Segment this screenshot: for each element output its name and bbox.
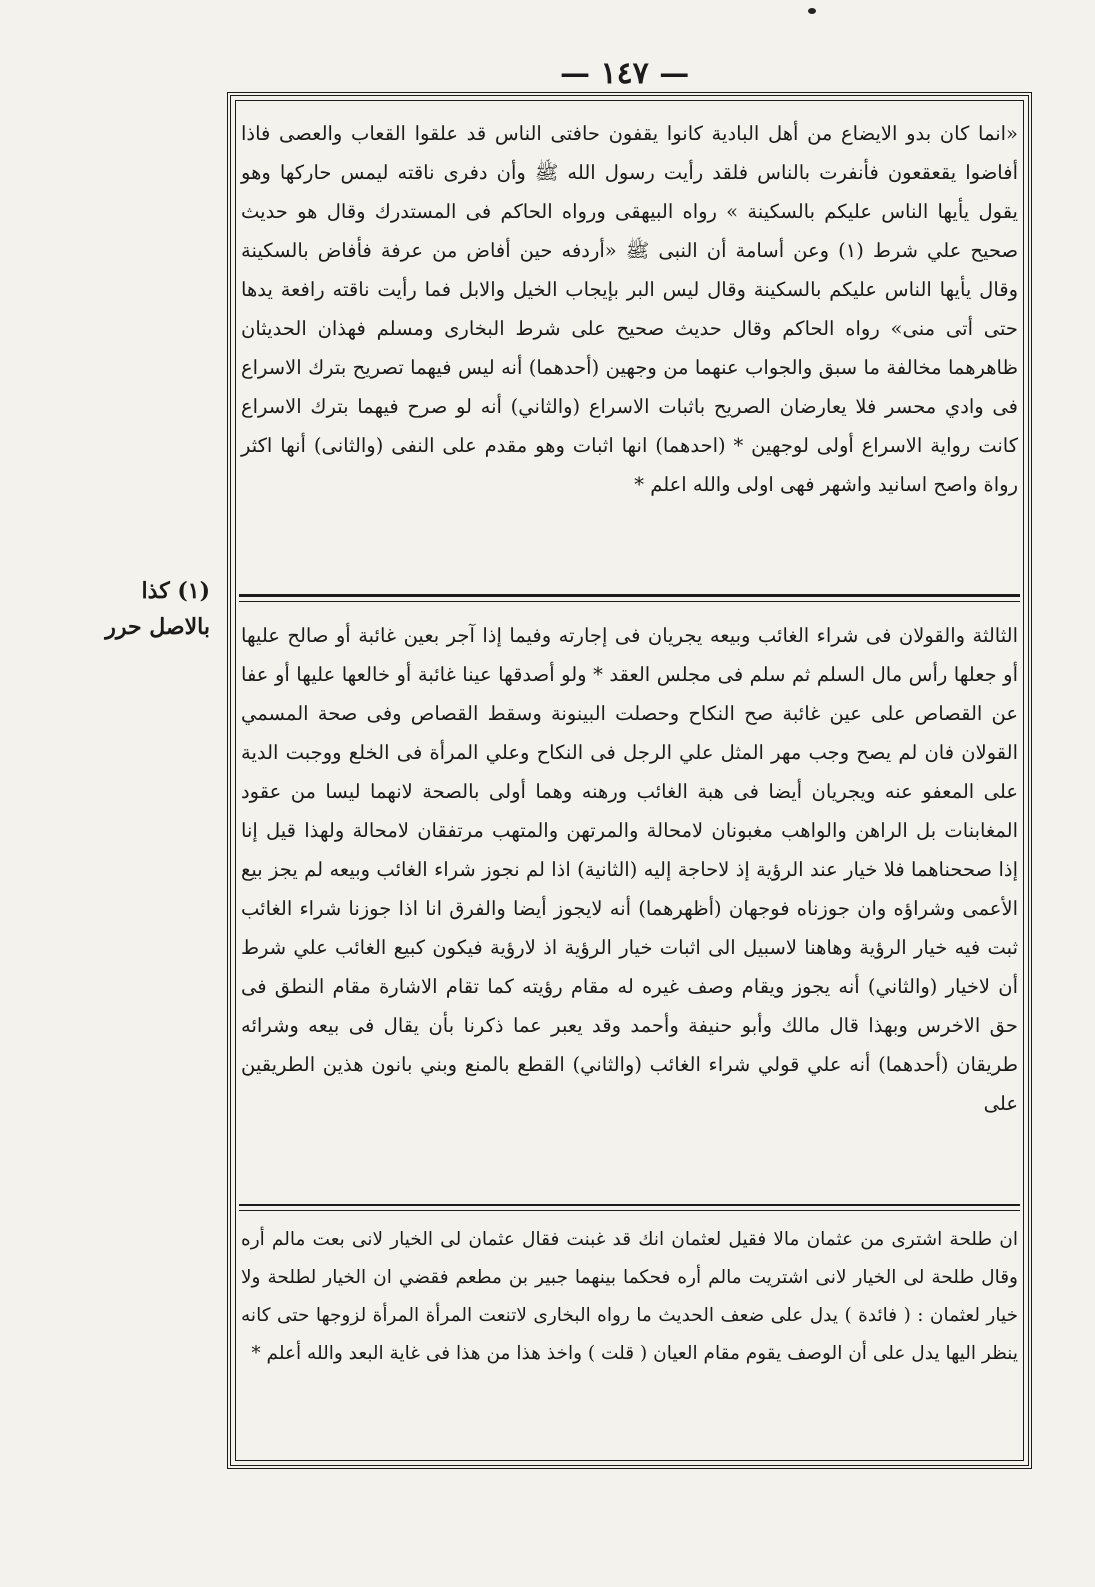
- ink-dot: [808, 8, 816, 14]
- section-divider-thin: [239, 601, 1020, 602]
- lower-commentary-text: ان طلحة اشترى من عثمان مالا فقيل لعثمان انك قد غبنت فقال عثمان لى الخيار لانى بعت مالم أره وقال طلحة لى الخيار لانى اشتريت مالم أره فحكما بينهما جبير بن مطعم فقضي ان الخيار لطلحة ولا خيار لعثمان : ( فائدة ) يدل على ضعف الحديث ما رواه البخارى لاتنعت المرأة المرأة لزوجها حتى كانه ينظر اليها يدل على أن الوصف يقوم مقام العيان ( قلت ) واخذ هذا من هذا فى غاية البعد والله أعلم *: [241, 1229, 1018, 1364]
- page-frame: [227, 92, 1032, 1469]
- main-text-section: [241, 616, 1018, 1123]
- main-text: الثالثة والقولان فى شراء الغائب وبيعه يجريان فى إجارته وفيما إذا آجر بعين غائبة أو صالح عليها أو جعلها رأس مال السلم ثم سلم فى مجلس العقد * ولو أصدقها عينا غائبة أو خالعها عليها أو عفا عن القصاص على عين غائبة صح النكاح وحصلت البينونة وسقط القصاص وفى صحة المسمي القولان فان لم يصح وجب مهر المثل علي الرجل فى النكاح وعلي المرأة فى الخلع ووجبت الدية على المعفو عنه ويجريان أيضا فى هبة الغائب ورهنه وهما أولى بالصحة لانهما ليسا من عقود المغابنات بل الراهن والواهب مغبونان لامحالة والمرتهن والمتهب مرتفقان لامحالة ولهذا قيل إنا إذا صححناهما فلا خيار عند الرؤية إذ لاحاجة إليه (الثانية) اذا لم نجوز شراء الغائب وبيعه لم يجز بيع الأعمى وشراؤه وان جوزناه فوجهان (أظهرهما) أنه لايجوز أيضا والفرق انا اذا جوزنا شراء الغائب ثبت فيه خيار الرؤية وهاهنا لاسبيل الى اثبات خيار الرؤية اذ لارؤية فيكون كبيع الغائب علي شرط أن لاخيار (والثاني) أنه يجوز ويقام وصف غيره له مقام رؤيته كما تقام الاشارة مقام النطق فى حق الاخرس وبهذا قال مالك وأبو حنيفة وأحمد وقد يعبر عما ذكرنا بأن يقال فى بيعه وشرائه طريقان (أحدهما) أنه علي قولي شراء الغائب (والثاني) القطع بالمنع وبني بانون هذين الطريقين على: [241, 624, 1018, 1115]
- page-number: — ١٤٧ —: [560, 56, 690, 91]
- section-divider: [239, 594, 1020, 597]
- margin-note-line-1: (١) كذا: [141, 578, 210, 604]
- margin-note-line-2: بالاصل حرر: [105, 614, 210, 640]
- upper-commentary-section: [241, 114, 1018, 504]
- section-divider: [239, 1204, 1020, 1206]
- lower-commentary-section: [241, 1221, 1018, 1373]
- upper-commentary-text: «انما كان بدو الايضاع من أهل البادية كانوا يقفون حافتى الناس قد علقوا القعاب والعصى فاذا أفاضوا يقعقعون فأنفرت بالناس فلقد رأيت رسول الله ﷺ وأن دفرى ناقته ليمس حاركها وهو يقول يأيها الناس عليكم بالسكينة » رواه البيهقى ورواه الحاكم فى المستدرك وقال هو حديث صحيح علي شرط (١) وعن أسامة أن النبى ﷺ «أردفه حين أفاض من عرفة فأفاض بالسكينة وقال يأيها الناس عليكم بالسكينة وقال ليس البر بإيجاب الخيل والابل فما رأيت ناقته رافعة يدها حتى أتى منى» رواه الحاكم وقال حديث صحيح على شرط البخارى ومسلم فهذان الحديثان ظاهرهما مخالفة ما سبق والجواب عنهما من وجهين (أحدهما) أنه ليس فيهما تصريح بترك الاسراع فى وادي محسر فلا يعارضان الصريح باثبات الاسراع (والثاني) أنه لو صرح فيهما بترك الاسراع كانت رواية الاسراع أولى لوجهين * (احدهما) انها اثبات وهو مقدم على النفى (والثانى) أنها اكثر رواة واصح اسانيد واشهر فهى اولى والله اعلم *: [241, 122, 1019, 496]
- margin-note: [60, 573, 210, 645]
- section-divider-thin: [239, 1210, 1020, 1211]
